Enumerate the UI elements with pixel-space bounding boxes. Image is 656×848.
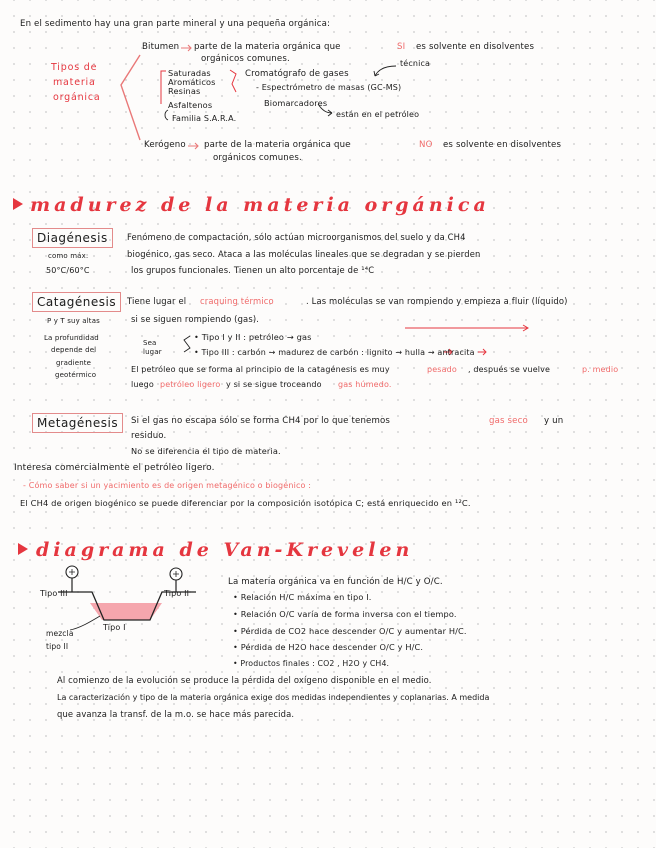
kerogeno-def-a: parte de la materia orgánica que [204,140,351,150]
catagenesis-line-2: si se siguen rompiendo (gas). [131,314,260,324]
catagenesis-line-1b: . Las moléculas se van rompiendo y empieza a fluir (líquido) [306,296,568,306]
vk-line-1: • Relación H/C máxima en tipo I. [233,592,372,602]
petroleo-medio: p. medio [582,365,619,374]
vk-end-1: Al comienzo de la evolución se produce la pérdida del oxígeno disponible en el medio. [57,675,432,685]
familia-sara: Familia S.A.R.A. [172,114,237,123]
biomarcadores: Biomarcadores [264,98,328,108]
luego-word: luego [131,380,154,389]
diagenesis-side-1: como máx: [48,252,89,260]
kerogeno-def-b: es solvente en disolventes [443,140,562,150]
espectrometro: - Espectrómetro de masas (GC-MS) [256,83,402,92]
catagenesis-line-1a: Tiene lugar el [127,296,187,306]
diagram-mezcla-2: tipo II [46,642,69,651]
vk-end-2: La caracterización y tipo de la materia orgánica exige dos medidas independientes y coplanarias. A medida [57,693,490,702]
bitumen-word: Bitumen [142,42,180,52]
familia-hook [165,110,168,120]
vankrevelen-bullet-icon [18,543,28,555]
comp-resinas: Resinas [168,86,201,96]
tipos-bracket [121,55,140,140]
tecnica-arrow-icon [374,66,396,76]
diagenesis-side-2: 50°C/60°C [46,266,90,275]
vk-line-4: • Pérdida de H2O hace descender O/C y H/C. [233,642,424,652]
bitumen-def-b: es solvente en disolventes [416,42,535,52]
comps-bracket [161,71,166,104]
sea-lugar-brace [184,336,190,352]
estan-petroleo: están en el petróleo [336,110,420,119]
mezcla-pointer [70,616,100,630]
bitumen-def-2: orgánicos comunes. [201,54,290,64]
metagenesis-line-1b: y un [544,416,564,426]
catagenesis-side-3: depende del [51,346,97,354]
vk-line-5: • Productos finales : CO2 , H2O y CH4. [233,659,390,668]
comp-asfaltenos: Asfaltenos [168,100,213,110]
timeline-arrow-icon [405,325,528,331]
cromatografo: Cromatógrafo de gases [245,69,349,79]
catagenesis-cracking: craquing térmico [200,296,274,306]
vk-end-3: que avanza la transf. de la m.o. se hace más parecida. [57,709,295,719]
catagenesis-side-1: P y T suy altas [47,317,100,325]
intro-text: En el sedimento hay una gran parte mineral y una pequeña orgánica: [20,19,331,29]
bitumen-arrow-icon [181,45,191,51]
metagenesis-line-1a: Si el gas no escapa sólo se forma CH4 por lo que tenemos [131,416,391,426]
sigue-troceando: y si se sigue troceando [226,380,322,389]
diagram-tipo-1: Tipo I [103,623,126,632]
gas-humedo: gas húmedo. [338,380,392,389]
diagenesis-line-2: biogénico, gas seco. Ataca a las moléculas lineales que se degradan y se pierden [127,249,481,259]
tipo-3-line: • Tipo III : carbón → madurez de carbón : lignito → hulla → antracita [194,348,475,357]
petroleo-line-b: , después se vuelve [468,365,551,374]
comps-close-bracket [230,70,236,92]
catagenesis-side-5: geotérmico [55,371,97,379]
catagenesis-side-2: La profundidad [44,334,99,342]
sea-lugar: Sea lugar [143,339,162,356]
diagram-tipo-2: Tipo II [164,589,190,598]
kerogeno-arrow-icon [188,143,198,149]
diagenesis-line-1: Fenómeno de compactación, sólo actúan microorganismos del suelo y da CH4 [127,232,466,242]
diagenesis-line-3: los grupos funcionales. Tienen un alto porcentaje de ¹⁴C [131,265,375,275]
interesa-line: Interesa comercialmente el petróleo ligero. [14,463,215,473]
ch4-line: El CH4 de origen biogénico se puede diferenciar por la composición isotópica C; está enriquecido en ¹²C. [20,498,471,508]
vk-line-2: • Relación O/C varía de forma inversa con el tiempo. [233,609,457,619]
tecnica-note: técnica [400,59,431,68]
tipo-1-2-line: • Tipo I y II : petróleo → gas [194,332,312,342]
tipos-label-1: Tipos de [51,62,98,73]
metagenesis-line-2: residuo. [131,431,167,441]
madurez-bullet-icon [13,198,23,210]
kerogeno-word: Kerógeno [144,140,186,150]
petroleo-pesado: pesado [427,365,457,374]
vk-line-0: La materia orgánica va en función de H/C y O/C. [228,577,443,587]
catagenesis-side-4: gradiente [56,359,92,367]
kerogeno-def-2: orgánicos comunes. [213,153,302,163]
comp-saturadas: Saturadas [168,68,211,78]
comp-aromaticos: Aromáticos [168,77,216,87]
metagenesis-gas-seco: gas seco [489,416,528,426]
metagenesis-label: Metagénesis [32,413,123,433]
petroleo-ligero: petróleo ligero [160,380,221,389]
bitumen-def-a: parte de la materia orgánica que [194,42,341,52]
tipos-label-3: orgánica [53,92,101,103]
petroleo-line-a: El petróleo que se forma al principio de la catagénesis es muy [131,365,390,374]
hulla-arrow-icon [478,349,486,355]
madurez-title: madurez de la materia orgánica [30,194,490,216]
vk-line-3: • Pérdida de CO2 hace descender O/C y aumentar H/C. [233,626,467,636]
bitumen-si: SI [397,42,406,52]
metagenesis-line-3: No se diferencia el tipo de materia. [131,446,281,456]
como-saber-line: - Cómo saber si un yacimiento es de origen metagénico o biogénico : [23,481,312,490]
diagenesis-label: Diagénesis [32,228,113,248]
catagenesis-label: Catagénesis [32,292,121,312]
kerogeno-no: NO [419,140,433,150]
diagram-mezcla-1: mezcla [46,629,74,638]
vankrevelen-title: diagrama de Van-Krevelen [36,539,414,561]
diagram-tipo-3: Tipo III [40,589,68,598]
tipos-label-2: materia [53,77,96,88]
